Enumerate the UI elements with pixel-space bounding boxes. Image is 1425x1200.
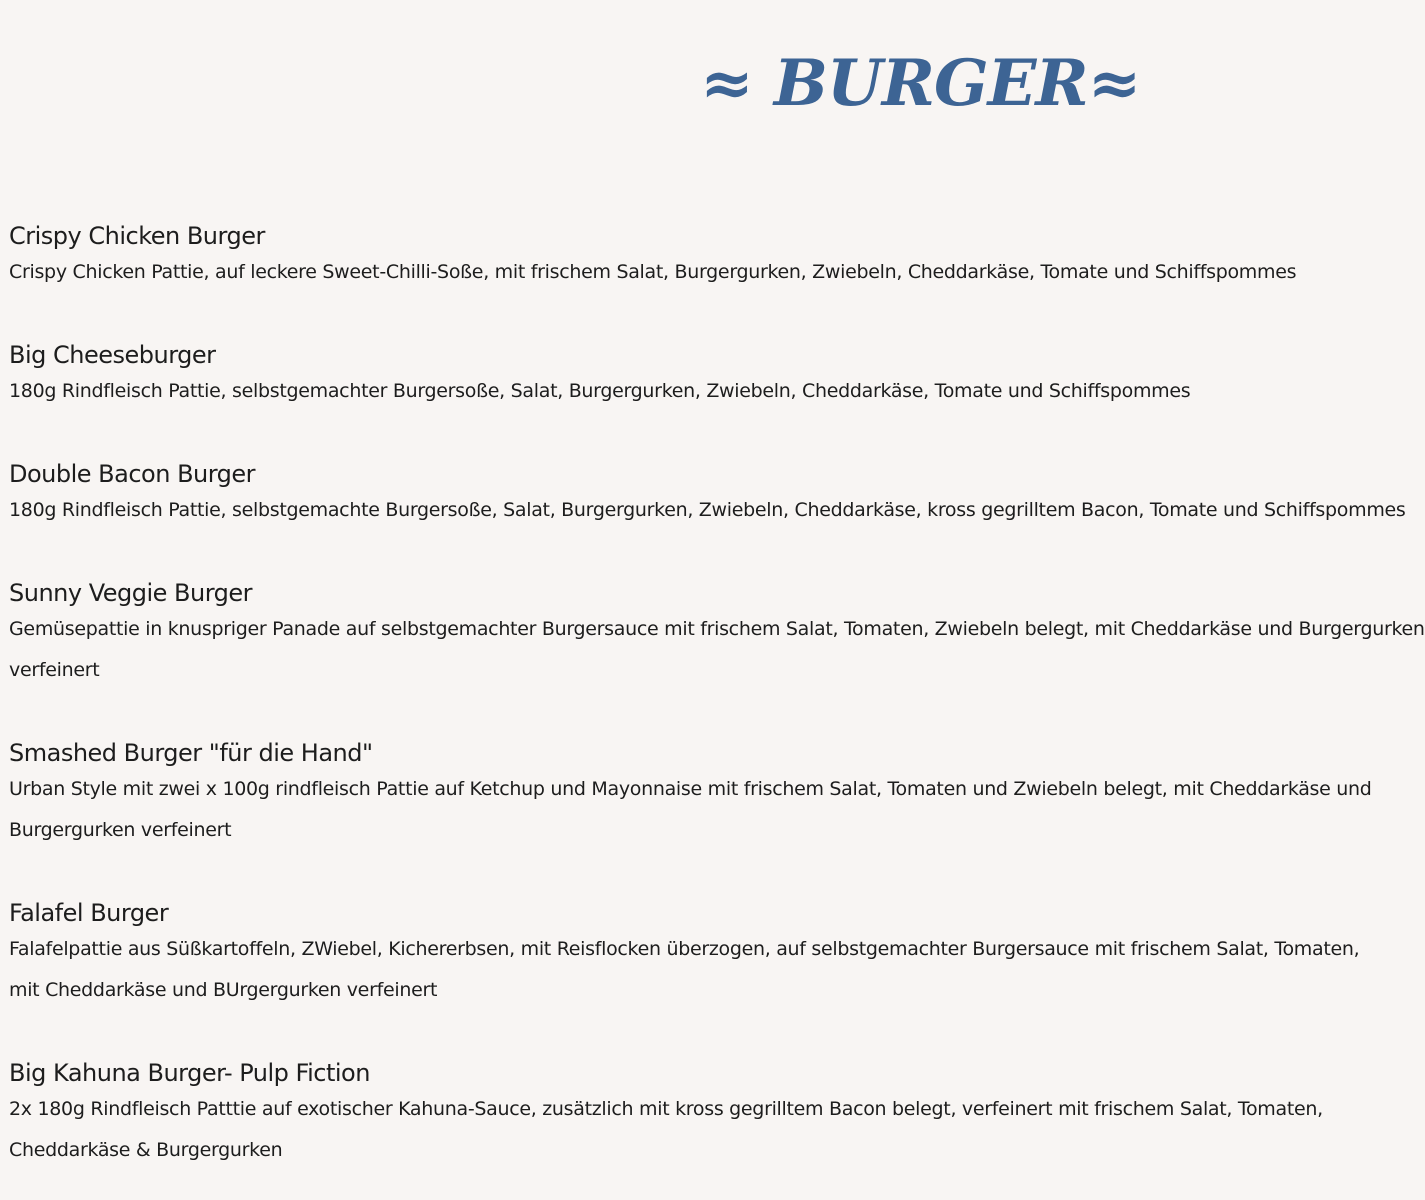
description-line: Gemüsepattie in knuspriger Panade auf selbstgemachter Burgersauce mit frischem Salat, Tomaten, Zwiebeln belegt, mit Cheddarkäse und Burgergurken xyxy=(9,618,1425,640)
menu-item-description xyxy=(9,769,1372,851)
menu-item xyxy=(9,735,1372,895)
menu-item xyxy=(9,337,1200,456)
description-line: verfeinert xyxy=(9,659,100,681)
description-line: Falafelpattie aus Süßkartoffeln, ZWiebel, Kichererbsen, mit Reisflocken überzogen, auf selbstgemachter Burgersauce mit frischem Salat, Tomaten, xyxy=(9,938,1360,960)
description-line: 2x 180g Rindfleisch Patttie auf exotischer Kahuna-Sauce, zusätzlich mit kross gegrilltem Bacon belegt, verfeinert mit frischem Salat, Tomaten, xyxy=(9,1098,1323,1120)
menu-item-description xyxy=(9,609,1425,691)
description-line: mit Cheddarkäse und BUrgergurken verfeinert xyxy=(9,979,438,1001)
menu-item-name: Falafel Burger xyxy=(9,899,169,927)
menu-item-name: Big Kahuna Burger- Pulp Fiction xyxy=(9,1059,370,1087)
menu-item-name: Double Bacon Burger xyxy=(9,460,256,488)
menu-item xyxy=(9,456,1406,575)
menu-item-description: 180g Rindfleisch Pattie, selbstgemachter Burgersoße, Salat, Burgergurken, Zwiebeln, Cheddarkäse, Tomate und Schiffspommes xyxy=(9,380,1191,402)
menu-item-description xyxy=(9,929,1360,1011)
menu-item-name: Crispy Chicken Burger xyxy=(9,222,265,250)
menu-item-description: 180g Rindfleisch Pattie, selbstgemachte Burgersoße, Salat, Burgergurken, Zwiebeln, Cheddarkäse, kross gegrilltem Bacon, Tomate und Schiffspommes xyxy=(9,499,1406,521)
menu-list xyxy=(9,218,1425,1175)
menu-item-description xyxy=(9,1089,1323,1171)
menu-item-name: Sunny Veggie Burger xyxy=(9,579,253,607)
menu-item-name: Smashed Burger "für die Hand" xyxy=(9,739,373,767)
description-line: Urban Style mit zwei x 100g rindfleisch Pattie auf Ketchup und Mayonnaise mit frischem Salat, Tomaten und Zwiebeln belegt, mit Cheddarkäse und xyxy=(9,778,1372,800)
description-line: Cheddarkäse & Burgergurken xyxy=(9,1139,283,1161)
menu-item xyxy=(9,575,1425,735)
menu-item-description: Crispy Chicken Pattie, auf leckere Sweet-Chilli-Soße, mit frischem Salat, Burgergurken, Zwiebeln, Cheddarkäse, Tomate und Schiffspommes xyxy=(9,261,1297,283)
menu-item xyxy=(9,218,1297,337)
menu-item xyxy=(9,1055,1323,1175)
description-line: Burgergurken verfeinert xyxy=(9,819,232,841)
menu-item xyxy=(9,895,1360,1055)
section-title: ≈ BURGER≈ xyxy=(700,46,1141,121)
menu-item-name: Big Cheeseburger xyxy=(9,341,216,369)
